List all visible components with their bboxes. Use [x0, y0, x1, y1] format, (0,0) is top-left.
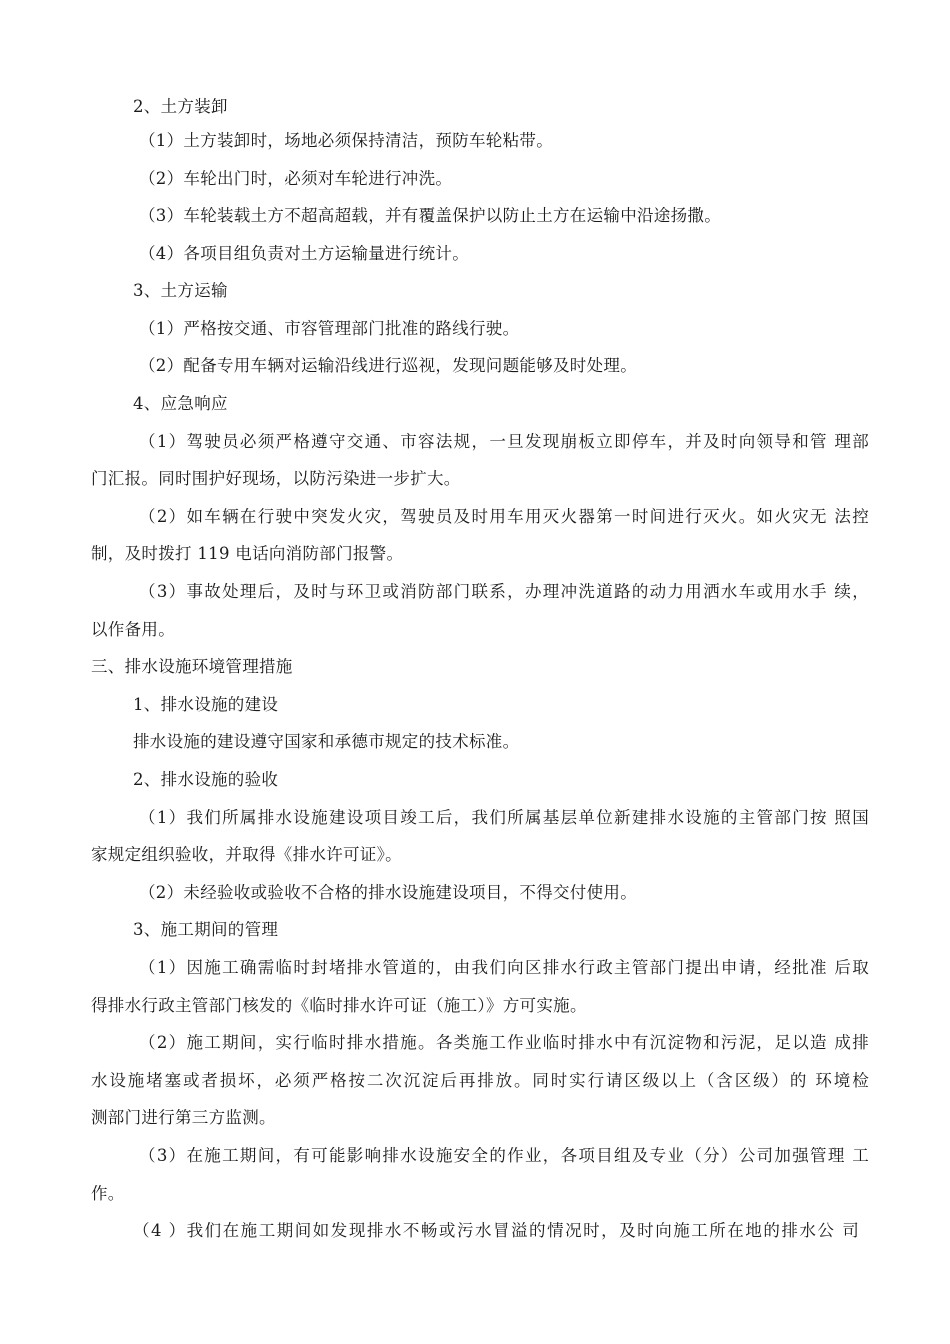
- paragraph-line: （1）严格按交通、市容管理部门批准的路线行驶。: [139, 319, 520, 338]
- paragraph-line: 水设施堵塞或者损坏，必须严格按二次沉淀后再排放。同时实行请区级以上（含区级）的 环境检: [91, 1071, 869, 1090]
- paragraph-line: 作。: [91, 1184, 125, 1203]
- paragraph-line: 制，及时拨打 119 电话向消防部门报警。: [91, 544, 404, 563]
- paragraph-line: （1）我们所属排水设施建设项目竣工后，我们所属基层单位新建排水设施的主管部门按 照国: [139, 808, 869, 827]
- paragraph-line: （3）在施工期间，有可能影响排水设施安全的作业，各项目组及专业（分）公司加强管理 工: [139, 1146, 869, 1165]
- paragraph-line: （2）如车辆在行驶中突发火灾，驾驶员及时用车用灭火器第一时间进行灭火。如火灾无 法控: [139, 507, 869, 526]
- paragraph-line: 排水设施的建设遵守国家和承德市规定的技术标准。: [133, 732, 520, 751]
- paragraph-line: 测部门进行第三方监测。: [91, 1108, 276, 1127]
- paragraph-line: （2）未经验收或验收不合格的排水设施建设项目，不得交付使用。: [139, 883, 637, 902]
- section-heading-drainage: 三、排水设施环境管理措施: [91, 657, 293, 676]
- paragraph-line: （4 ）我们在施工期间如发现排水不畅或污水冒溢的情况时，及时向施工所在地的排水公 司: [133, 1221, 859, 1240]
- paragraph-line: 以作备用。: [91, 620, 175, 639]
- paragraph-line: （2）车轮出门时，必须对车轮进行冲洗。: [139, 169, 453, 188]
- paragraph-line: （1）因施工确需临时封堵排水管道的，由我们向区排水行政主管部门提出申请，经批准 后取: [139, 958, 869, 977]
- paragraph-line: （2）施工期间，实行临时排水措施。各类施工作业临时排水中有沉淀物和污泥，足以造 成排: [139, 1033, 869, 1052]
- heading-emergency-response: 4、应急响应: [133, 394, 228, 413]
- paragraph-line: 得排水行政主管部门核发的《临时排水许可证（施工）》方可实施。: [91, 996, 587, 1015]
- paragraph-line: 家规定组织验收，并取得《排水许可证》。: [91, 845, 402, 864]
- paragraph-line: （3）车轮装载土方不超高超载，并有覆盖保护以防止土方在运输中沿途扬撒。: [139, 206, 721, 225]
- heading-drainage-acceptance: 2、排水设施的验收: [133, 770, 279, 789]
- heading-earth-transport: 3、土方运输: [133, 281, 228, 300]
- paragraph-line: （1）驾驶员必须严格遵守交通、市容法规，一旦发现崩板立即停车，并及时向领导和管 理部: [139, 432, 869, 451]
- paragraph-line: （4）各项目组负责对土方运输量进行统计。: [139, 244, 469, 263]
- heading-earth-loading: 2、土方装卸: [133, 97, 228, 116]
- heading-drainage-construction: 1、排水设施的建设: [133, 695, 279, 714]
- paragraph-line: （1）土方装卸时，场地必须保持清洁，预防车轮粘带。: [139, 131, 553, 150]
- paragraph-line: （2）配备专用车辆对运输沿线进行巡视，发现问题能够及时处理。: [139, 356, 637, 375]
- paragraph-line: （3）事故处理后，及时与环卫或消防部门联系，办理冲洗道路的动力用洒水车或用水手 续，: [139, 582, 869, 601]
- paragraph-line: 门汇报。同时围护好现场，以防污染进一步扩大。: [91, 469, 461, 488]
- heading-construction-management: 3、施工期间的管理: [133, 920, 279, 939]
